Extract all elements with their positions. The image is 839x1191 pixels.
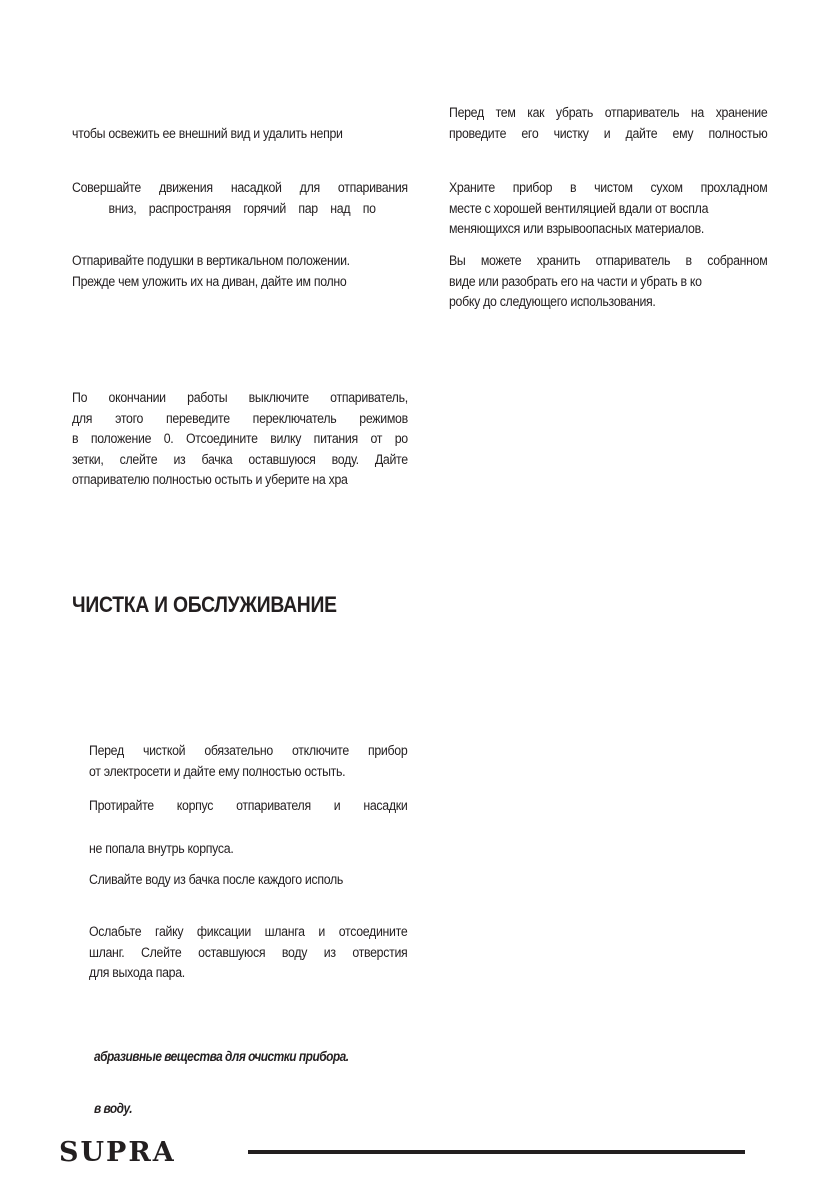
right-para-assembled [449, 251, 767, 313]
text-line: проведите его чистку и дайте ему полностью [449, 125, 768, 142]
left-para-move-nozzle [72, 178, 408, 219]
section-item-hose [89, 922, 407, 984]
warning-water: в воду. [94, 1101, 133, 1117]
text-line: шланг. Слейте оставшуюся воду из отверстия [89, 944, 408, 961]
supra-logo: SUPRA [59, 1137, 176, 1168]
text-line: для этого переведите переключатель режимов [72, 410, 408, 427]
text-line: месте с хорошей вентиляцией вдали от воспла [449, 200, 709, 217]
text-line: Прежде чем уложить их на диван, дайте им полно [72, 273, 347, 290]
footer-rule [248, 1150, 745, 1154]
text-line: Протирайте корпус отпаривателя и насадки [89, 798, 408, 814]
text-line: Отпаривайте подушки в вертикальном положении. [72, 253, 350, 269]
section-item-drain [89, 870, 407, 891]
right-para-before-storage [449, 103, 767, 144]
section-item-inside [89, 839, 407, 860]
text-line: чтобы освежить ее внешний вид и удалить непри [72, 126, 343, 142]
text-line: Совершайте движения насадкой для отпаривания [72, 180, 408, 196]
text-line: По окончании работы выключите отпариватель, [72, 390, 408, 406]
text-line: Ослабьте гайку фиксации шланга и отсоедините [89, 924, 408, 940]
text-line: в положение 0. Отсоедините вилку питания от ро [72, 431, 408, 448]
text-line: виде или разобрать его на части и убрать в ко [449, 273, 702, 290]
section-heading: ЧИСТКА И ОБСЛУЖИВАНИЕ [72, 592, 337, 617]
section-item-disconnect [89, 741, 407, 782]
warning-abrasive: абразивные вещества для очистки прибора. [94, 1049, 349, 1065]
text-line: Вы можете хранить отпариватель в собранном [449, 253, 768, 269]
text-line: для выхода пара. [89, 965, 185, 982]
text-line: Перед чисткой обязательно отключите прибор [89, 743, 408, 759]
section-item-wipe [89, 796, 407, 817]
text-line: Храните прибор в чистом сухом прохладном [449, 180, 768, 196]
left-para-pillows [72, 251, 408, 292]
text-line: зетки, слейте из бачка оставшуюся воду. Дайте [72, 451, 408, 468]
left-para-finish [72, 388, 408, 491]
left-para-freshen [72, 124, 408, 145]
text-line: меняющихся или взрывоопасных материалов. [449, 221, 704, 238]
text-line: Перед тем как убрать отпариватель на хранение [449, 105, 768, 121]
text-line: отпаривателю полностью остыть и уберите на хра [72, 472, 348, 489]
right-para-store-clean [449, 178, 767, 240]
text-line: не попала внутрь корпуса. [89, 841, 234, 857]
text-line: Сливайте воду из бачка после каждого исполь [89, 872, 344, 888]
text-line: вниз, распространяя горячий пар над по [108, 200, 376, 217]
text-line: робку до следующего использования. [449, 294, 656, 311]
text-line: от электросети и дайте ему полностью остыть. [89, 763, 346, 780]
